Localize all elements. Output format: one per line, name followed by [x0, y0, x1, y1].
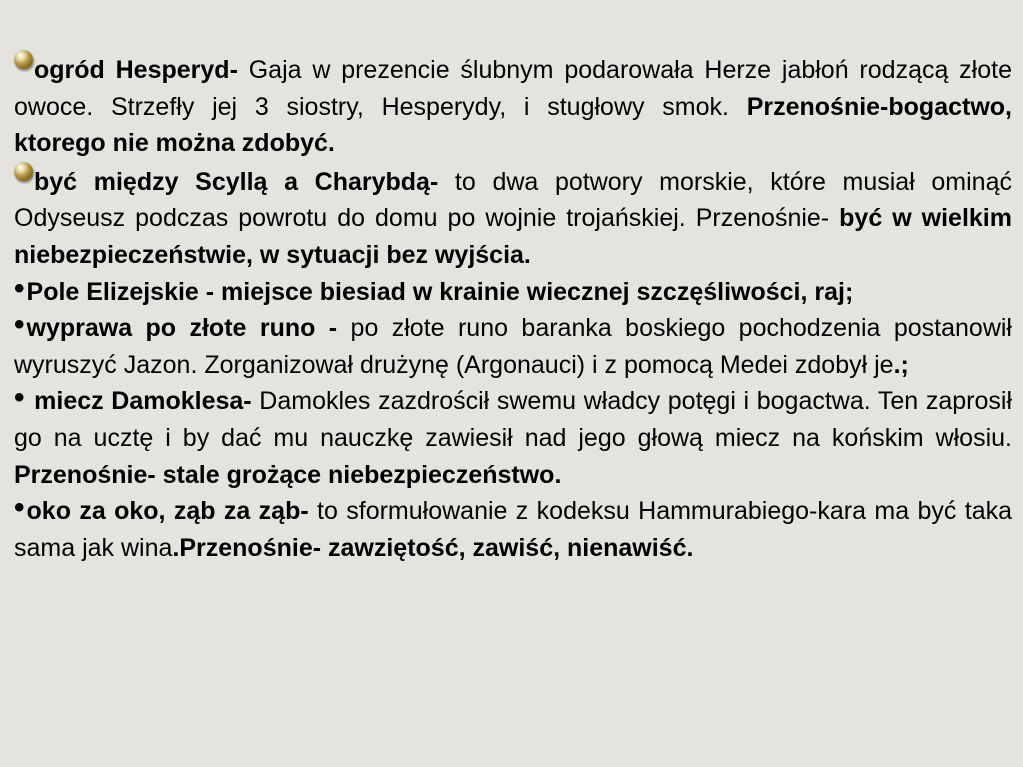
- idiom-term: Pole Elizejskie - miejsce biesiad w krainie wiecznej szczęśliwości, raj;: [26, 277, 854, 306]
- list-item-golden-fleece: [14, 310, 1012, 383]
- idiom-term: być między Scyllą a Charybdą-: [34, 167, 439, 196]
- ball-bullet-icon: [14, 162, 33, 181]
- idiom-description: Gaja w prezencie ślubnym podarowała Herze jabłoń rodzącą złote owoce. Strzefły jej 3 siostry, Hesperydy, i stugłowy smok.: [14, 56, 1012, 121]
- idiom-meaning: Przenośnie- stale grożące niebezpieczeństwo.: [14, 460, 562, 489]
- list-item-scylla-charybdis: [14, 162, 1012, 274]
- idiom-meaning: Przenośnie-bogactwo, ktorego nie można zdobyć.: [14, 92, 1012, 158]
- idiom-term: oko za oko, ząb za ząb-: [26, 497, 309, 526]
- idiom-meaning: .Przenośnie- zawziętość, zawiść, nienawiść.: [172, 533, 694, 562]
- bullet-dot: •: [14, 271, 25, 305]
- idiom-description: to dwa potwory morskie, które musiał ominąć Odyseusz podczas powrotu do domu po wojnie trojańskiej. Przenośnie-: [14, 167, 1012, 233]
- list-item-hesperides: [14, 50, 1012, 162]
- idiom-meaning: .;: [893, 350, 909, 379]
- idiom-term: wyprawa po złote runo -: [26, 314, 338, 343]
- list-item-elysian-fields: [14, 271, 1012, 311]
- list-item-eye-for-an-eye: [14, 493, 1012, 566]
- bullet-dot: •: [14, 308, 25, 342]
- ball-bullet-icon: [14, 50, 33, 69]
- idiom-term: miecz Damoklesa-: [26, 387, 252, 416]
- idiom-description: to sformułowanie z kodeksu Hammurabiego-kara ma być taka sama jak wina: [14, 497, 1012, 562]
- idiom-description: Damokles zazdrościł swemu władcy potęgi i bogactwa. Ten zaprosił go na ucztę i by dać mu nauczkę zawiesił nad jego głową miecz na końskim włosiu.: [14, 387, 1012, 452]
- bullet-dot: •: [14, 381, 25, 415]
- idiom-meaning: być w wielkim niebezpieczeństwie, w sytuacji bez wyjścia.: [14, 204, 1012, 269]
- idiom-list: [14, 50, 1012, 566]
- idiom-term: ogród Hesperyd-: [34, 56, 238, 84]
- list-item-sword-of-damocles: [14, 383, 1012, 493]
- bullet-dot: •: [14, 491, 25, 525]
- idiom-description: po złote runo baranka boskiego pochodzenia postanowił wyruszyć Jazon. Zorganizował drużynę (Argonauci) i z pomocą Medei zdobył je: [14, 314, 1012, 379]
